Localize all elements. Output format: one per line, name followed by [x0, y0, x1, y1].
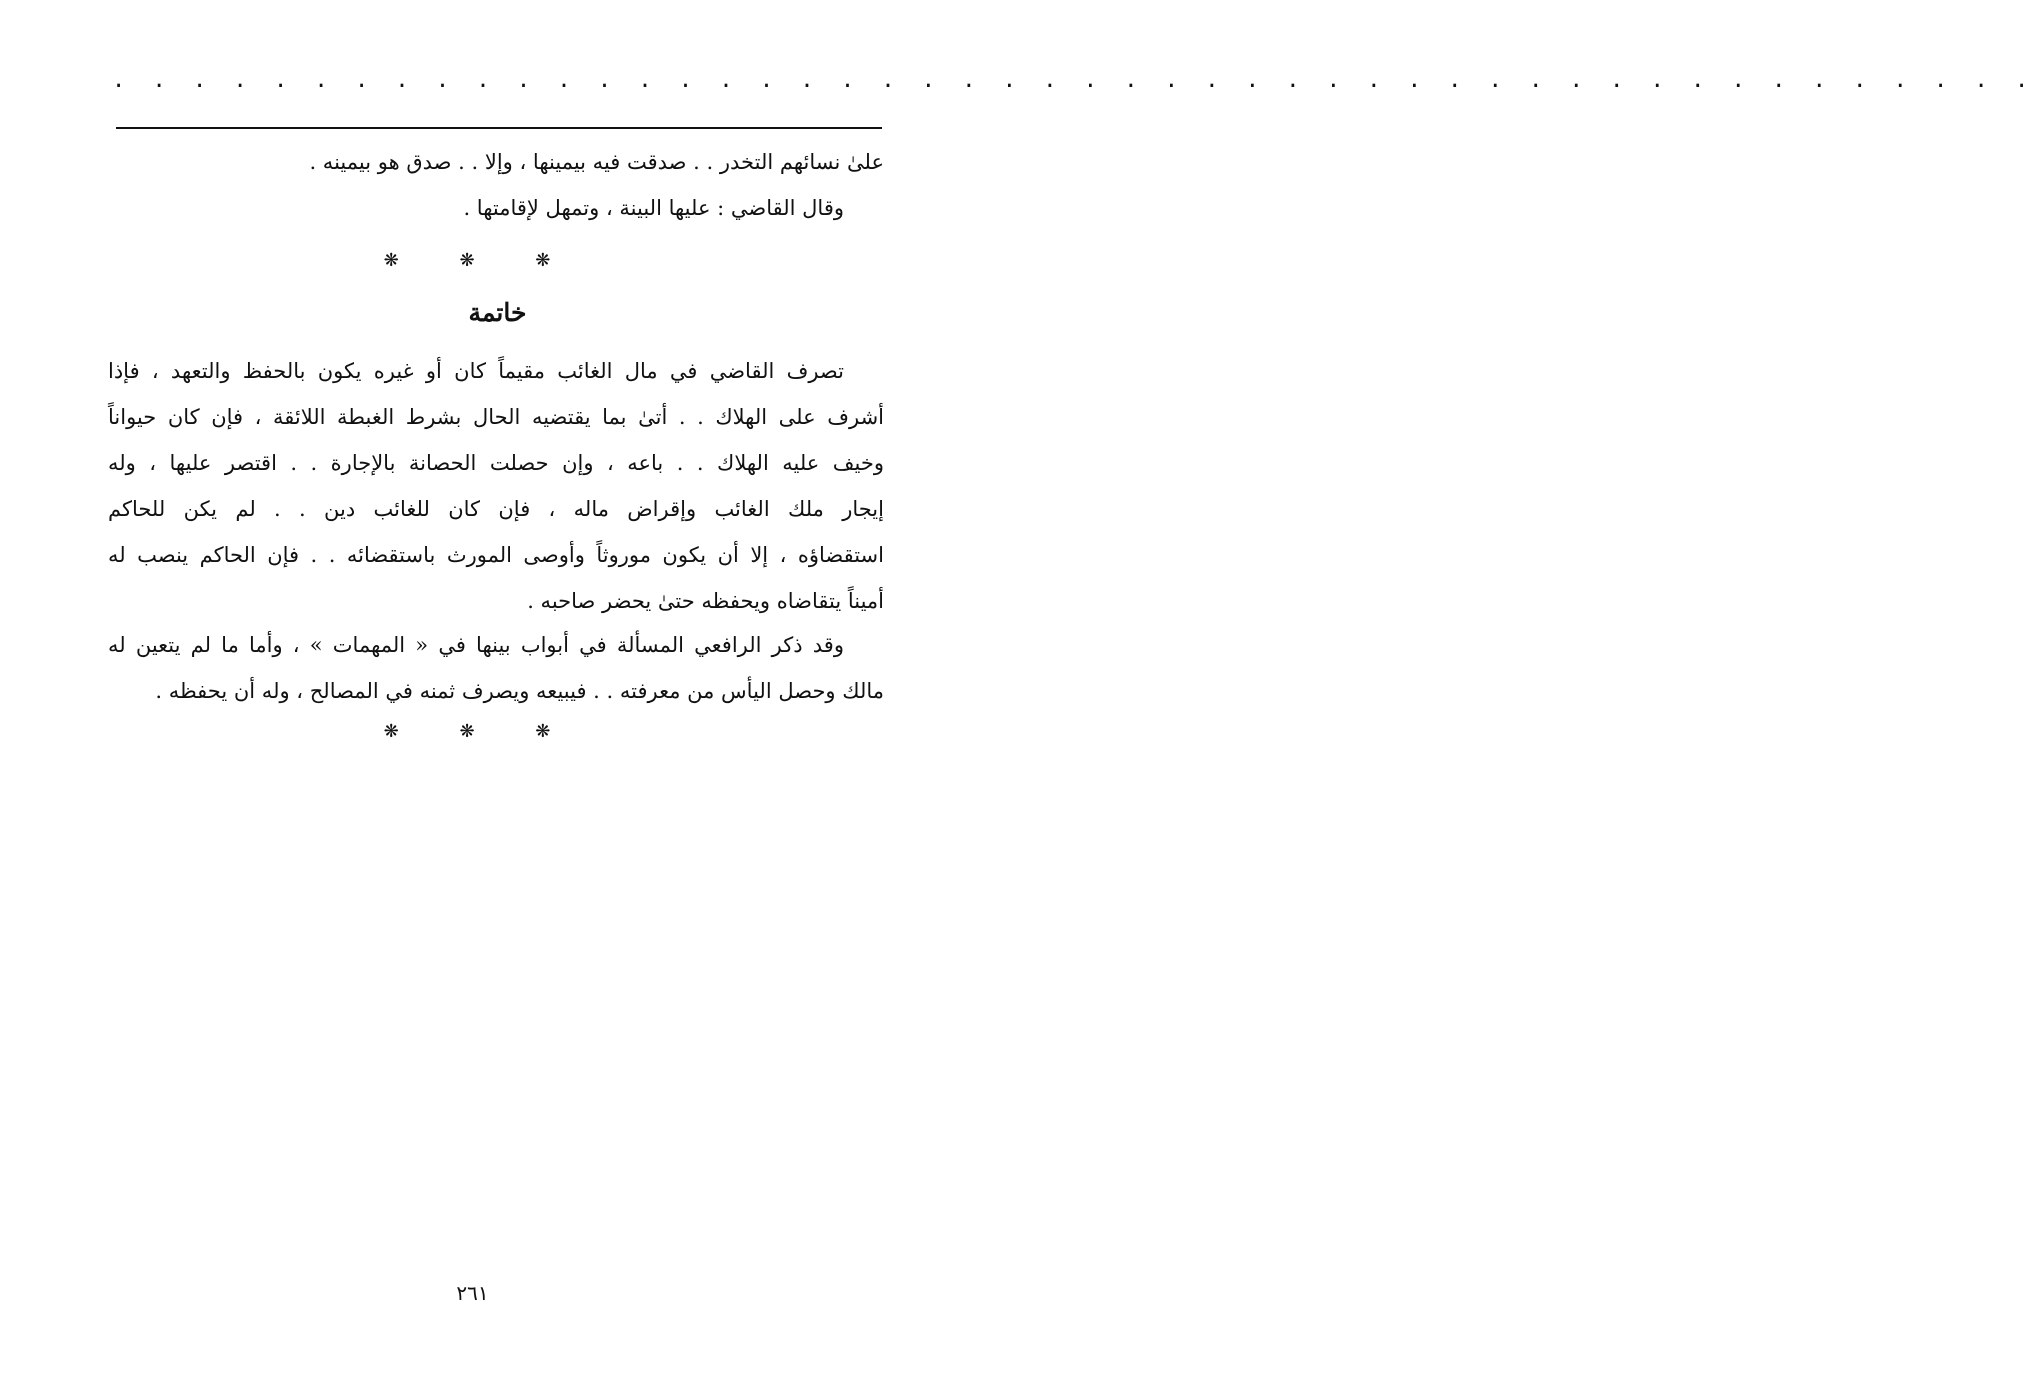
text-line: علىٰ نسائهم التخدر . . صدقت فيه بيمينها ، وإلا . . صدق هو بيمينه .	[309, 150, 884, 174]
text-line: وقد ذكر الرافعي المسألة في أبواب بينها في « المهمات » ، وأما ما لم يتعين له	[108, 633, 844, 657]
dotted-footnote-line: · · · · · · · · · · · · · · · · · · · · · · · · · · · · · · · · · · · · · · · · · · · · · · · ·	[112, 74, 2035, 99]
star-ornament-icon: ❋	[459, 250, 497, 271]
section-title: خاتمة	[468, 298, 527, 327]
text-line: وقال القاضي : عليها البينة ، وتمهل لإقامتها .	[463, 196, 844, 220]
ornament-separator	[0, 246, 945, 276]
text-line: إيجار ملك الغائب وإقراض ماله ، فإن كان للغائب دين . . لم يكن للحاكم	[108, 497, 884, 521]
text-line: مالك وحصل اليأس من معرفته . . فيبيعه ويصرف ثمنه في المصالح ، وله أن يحفظه .	[155, 679, 884, 703]
page-number: ٢٦١	[456, 1281, 489, 1305]
footnote-separator-rule	[116, 127, 882, 129]
star-ornament-icon: ❋	[459, 721, 497, 742]
star-ornament-icon: ❋	[383, 721, 421, 742]
text-line: أشرف على الهلاك . . أتىٰ بما يقتضيه الحال بشرط الغبطة اللائقة ، فإن كان حيواناً	[108, 405, 884, 429]
star-ornament-icon: ❋	[535, 250, 573, 271]
continued-text	[108, 139, 884, 231]
text-line: أميناً يتقاضاه ويحفظه حتىٰ يحضر صاحبه .	[527, 589, 884, 613]
text-line: وخيف عليه الهلاك . . باعه ، وإن حصلت الحصانة بالإجارة . . اقتصر عليها ، وله	[108, 451, 884, 475]
star-ornament-icon: ❋	[535, 721, 573, 742]
star-ornament-icon: ❋	[383, 250, 421, 271]
text-line: تصرف القاضي في مال الغائب مقيماً كان أو غيره يكون بالحفظ والتعهد ، فإذا	[108, 359, 844, 383]
paragraph	[108, 622, 884, 714]
paragraph	[108, 348, 884, 624]
ornament-separator	[0, 717, 945, 747]
text-line: استقضاؤه ، إلا أن يكون موروثاً وأوصى المورث باستقضائه . . فإن الحاكم ينصب له	[108, 543, 884, 567]
